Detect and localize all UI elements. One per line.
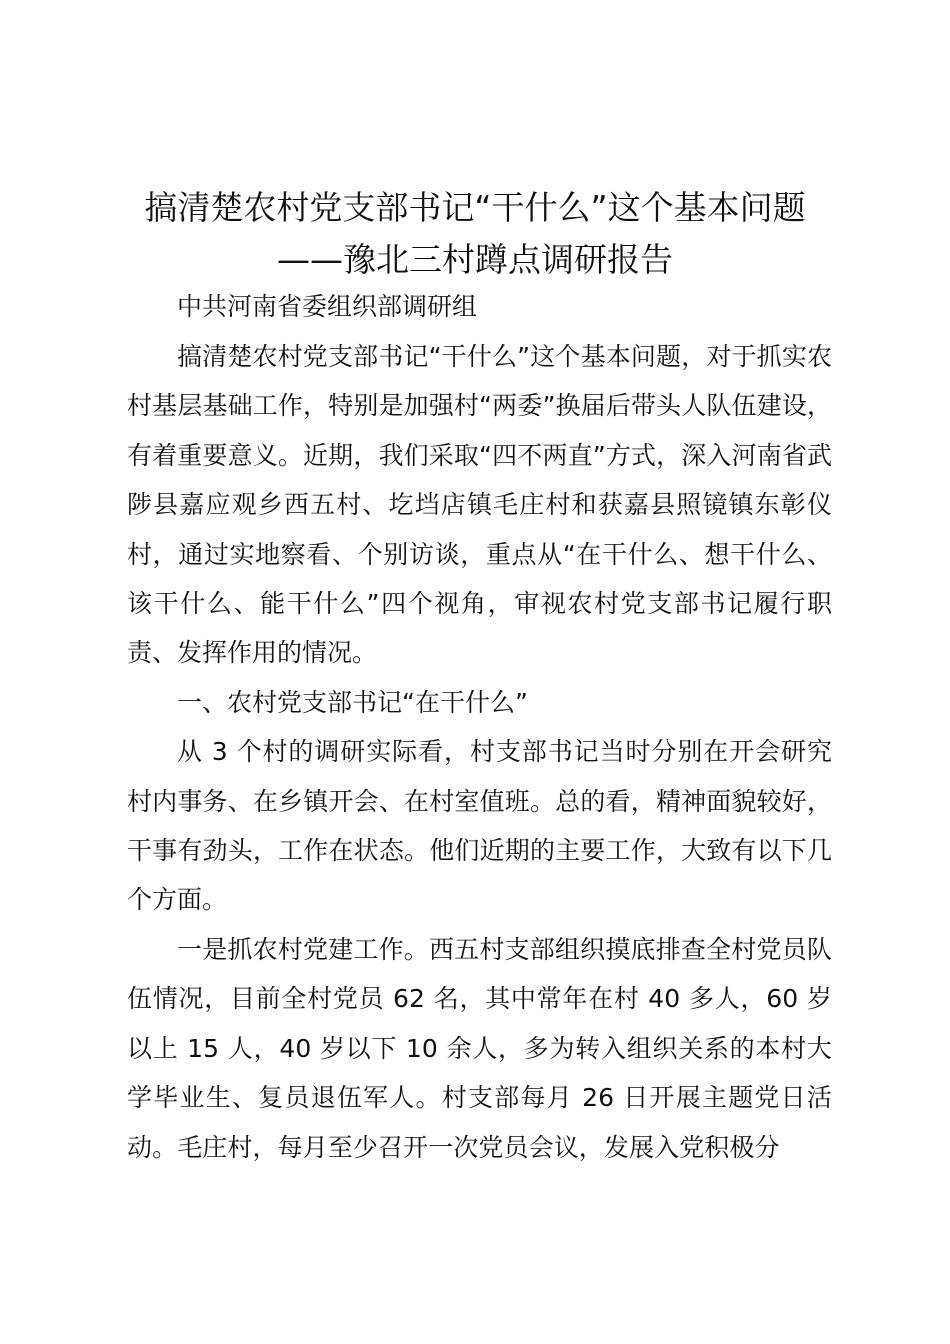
intro-paragraph: 搞清楚农村党支部书记“干什么”这个基本问题，对于抓实农村基层基础工作，特别是加强村“两委”换届后带头人队伍建设，有着重要意义。近期，我们采取“四不两直”方式，深入河南省武陟县嘉应观乡西五村、圪垱店镇毛庄村和获嘉县照镜镇东彰仪村，通过实地察看、个别访谈，重点从“在干什么、想干什么、该干什么、能干什么”四个视角，审视农村党支部书记履行职责、发挥作用的情况。 bbox=[127, 342, 832, 668]
author-line: 中共河南省委组织部调研组 bbox=[177, 292, 478, 321]
body-paragraph: 一是抓农村党建工作。西五村支部组织摸底排查全村党员队伍情况，目前全村党员 62 名，其中常年在村 40 多人，60 岁以上 15 人，40 岁以下 10 余人，多为转入组织关系的本村大学毕业生、复员退伍军人。村支部每月 26 日开展主题党日活动。毛庄村，每月至少召开一次党员会议，发展入党积极分 bbox=[127, 934, 832, 1162]
document-title: 搞清楚农村党支部书记“干什么”这个基本问题——豫北三村蹲点调研报告 bbox=[144, 188, 806, 279]
document-body bbox=[127, 285, 832, 1172]
section-heading: 一、农村党支部书记“在干什么” bbox=[177, 687, 528, 717]
body-paragraph: 从 3 个村的调研实际看，村支部书记当时分别在开会研究村内事务、在乡镇开会、在村室值班。总的看，精神面貌较好，干事有劲头，工作在状态。他们近期的主要工作，大致有以下几个方面。 bbox=[127, 737, 832, 915]
